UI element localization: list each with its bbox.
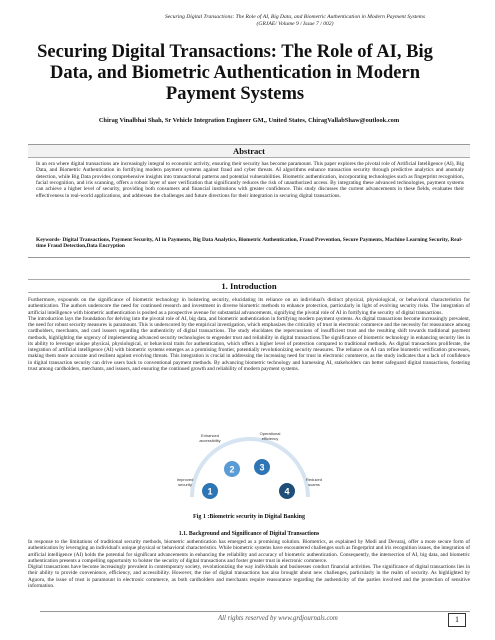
page-footer [40,611,470,625]
subsection-paragraph: In response to the limitations of traditional security methods, biometric authentication has emerged as a promising solution. Biometrics, as explained by Modi and Devaraj, offer a more secure form of authentication by leveraging an individual's unique physical or behavioral characteristics. While biometric systems have encountered challenges such as fingerprint and iris recognition issues, the integration of artificial intelligence (AI) holds the potential for significant advancements in enhancing the reliability and accuracy of biometric authentication. Consequently, the intersection of AI, big data, and biometric authentication presents a compelling opportunity to bolster the security of digital transactions and foster greater trust in electronic commerce. [28,539,470,564]
running-header-volume: (GRJAE/ Volume 9 / Issue 7 / 002) [256,21,334,27]
step-number: 1 [207,486,213,497]
footer-divider [40,611,470,612]
figure-label-enhanced-accessibility: Enhanced accessibility [199,433,221,443]
abstract-heading: Abstract [28,145,470,158]
figure-diagram [170,427,330,507]
step-number: 2 [229,464,235,475]
running-header [135,14,455,28]
abstract-text: In an era where digital transactions are increasingly integral to economic activity, ensuring their security has become paramount. This paper explores the pivotal role of Artificial Intelligence (AI), Big Data, and Biometric Authentication in fortifying modern payment systems against fraud and cyber threats. AI algorithms enhance transaction security through predictive analytics and anomaly detection, while Big Data provides comprehensive insights into transactional patterns and potential vulnerabilities. Biometric authentication, incorporating technologies such as fingerprint recognition, facial recognition, and iris scanning, offers a robust layer of user verification that significantly reduces the risk of unauthorized access. By integrating these advanced technologies, payment systems can achieve a higher level of security, providing both consumers and financial institutions with greater confidence. This study discusses the current advancements in these fields, evaluates their effectiveness in real-world applications, and addresses the challenges and future directions for their integration in securing digital transactions. [36,161,464,199]
page-number: 1 [448,613,466,627]
introduction-body [28,297,470,372]
running-header-title: Securing Digital Transactions: The Role of AI, Big Data, and Biometric Authentication in Modern Payment Systems [164,14,426,20]
figure-label-reduced-scams: Reduced scams [305,477,323,487]
step-number: 3 [259,462,265,473]
step-circle-2 [224,461,240,477]
figure-caption: Fig 1 :Biometric security in Digital Banking [193,514,305,520]
subsection-body [28,539,470,589]
step-number: 4 [284,486,290,497]
intro-paragraph: The introduction lays the foundation for delving into the pivotal role of AI, big data, and biometric authentication in fortifying modern payment systems. As digital transactions become increasingly prevalent, the need for robust security measures is paramount. This is underscored by the empirical investigation, which emphasizes the criticality of trust in electronic commerce and the necessity for reassurance among cardholders, merchants, and card issuers regarding the authenticity of digital transactions. The study elucidates the repercussions of insufficient trust and the resulting shift towards traditional payment methods, highlighting the urgency of implementing advanced security technologies to engender trust and reliability in digital transactions.The significance of biometric technology in enhancing security lies in its ability to leverage unique physical, physiological, or behavioral traits for authentication, which offers a higher level of protection compared to traditional methods. As digital transactions proliferate, the integration of artificial intelligence (AI) with biometric systems emerges as a promising frontier, potentially revolutionizing security measures. The reliance on AI can refine biometric verification processes, making them more accurate and resilient against evolving threats. This integration is crucial in addressing the increasing need for trust in electronic commerce, as the study indicates that a lack of confidence in digital transaction security can drive users back to conventional payment methods. By advancing biometric technology and harnessing AI, stakeholders can better safeguard digital transactions, fostering trust among cardholders, merchants, and issuers, and ensuring the continued growth and reliability of modern payment systems. [28,315,470,372]
paper-title: Securing Digital Transactions: The Role of AI, Big Data, and Biometric Authentication in Modern Payment Systems [37,42,433,104]
figure-label-improved-security: Improved security [176,477,194,487]
footer-rights: All rights reserved by www.grdjournals.com [218,615,338,622]
section-heading-introduction: 1. Introduction [28,279,470,293]
author-line: Chirag Vinalbhai Shah, Sr Vehicle Integration Engineer GM,, United States, ChiragVallabShaw@outlook.com [98,117,400,124]
keywords: Keywords- Digital Transactions, Payment Security, AI in Payments, Big Data Analytics, Biometric Authentication, Fraud Prevention, Secure Payments, Machine Learning Security, Real-time Fraud Detection,Data Encryption [36,237,463,250]
subsection-paragraph: Digital transactions have become increasingly prevalent in contemporary society, revolutionizing the way individuals and businesses conduct financial activities. The significance of digital transactions lies in their ability to provide convenience, efficiency, and accessibility. However, the rise of digital transactions has also brought about new challenges, particularly in the realm of security. As highlighted by Aguoru, the issue of trust is paramount in electronic commerce, as both cardholders and merchants require reassurance regarding the authenticity of the parties involved and the protection of sensitive information. [28,564,470,589]
subsection-heading: 1.1. Background and Significance of Digital Transactions [178,531,320,537]
figure-label-operational-efficiency: Operational efficiency [259,431,281,441]
intro-paragraph: Furthermore, expounds on the significance of biometric technology in bolstering security, elucidating its reliance on an individual's distinct physical, physiological, or behavioral characteristics for authentication. The authors underscore the need for continued research and investment in diverse biometric methods to enhance protection, particularly in light of evolving security risks. The integration of artificial intelligence with biometric authentication is posited as a prospective avenue for substantial advancements, signifying the pivotal role of AI in fortifying the security of digital transactions. [28,297,470,316]
step-circle-3 [254,459,270,475]
figure-biometric-security [170,427,330,507]
step-circle-1 [202,483,218,499]
step-circle-4 [279,483,295,499]
